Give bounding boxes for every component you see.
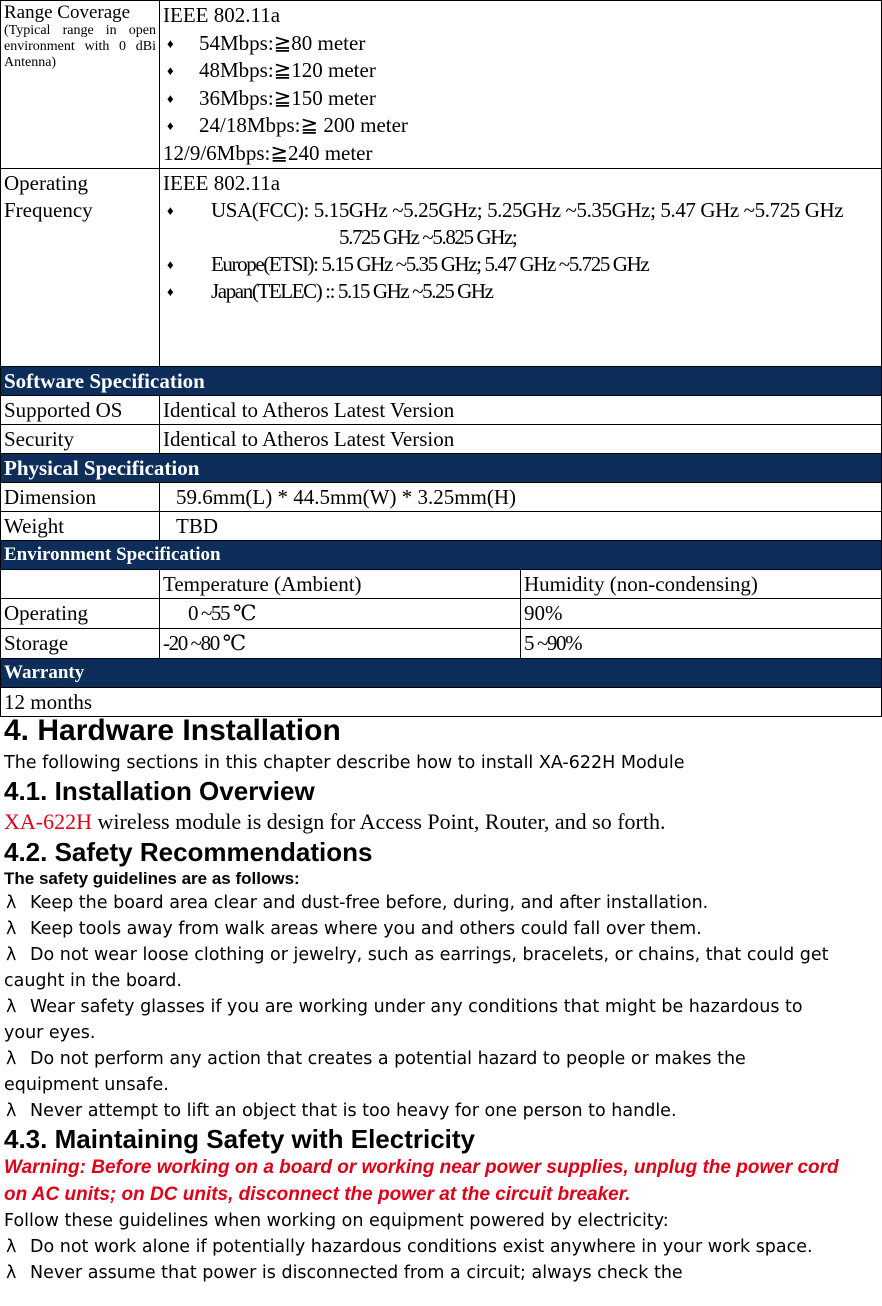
environment-row [1, 629, 882, 659]
lambda-bullet-icon: λ [6, 893, 17, 913]
installation-overview-heading: 4.1. Installation Overview [4, 776, 315, 806]
frequency-europe: ♦ Europe(ETSI): 5.15 GHz ~5.35 GHz; 5.47 GHz ~5.725 GHz [167, 252, 649, 276]
list-item: λ Never attempt to lift an object that is too heavy for one person to handle. [4, 1098, 878, 1124]
operating-humidity: 90% [521, 599, 882, 629]
list-item: λ Do not wear loose clothing or jewelry, such as earrings, bracelets, or chains, that could get caught in the board. [4, 942, 878, 994]
range-label-cell [1, 1, 160, 169]
frequency-label-cell [1, 169, 160, 367]
humidity-column-header: Humidity (non-condensing) [521, 570, 882, 599]
temperature-column-header: Temperature (Ambient) [160, 570, 521, 599]
frequency-label-1: Operating [4, 171, 88, 195]
document-body [4, 712, 878, 1286]
warranty-header-row [1, 659, 882, 688]
diamond-bullet-icon: ♦ [167, 118, 174, 133]
storage-humidity: 5 ~90% [521, 629, 882, 659]
environment-row [1, 599, 882, 629]
operating-label: Operating [1, 599, 160, 629]
overview-text [4, 807, 878, 837]
software-row [1, 425, 882, 454]
warranty-header: Warranty [1, 659, 882, 688]
range-item: ♦ 54Mbps:≧80 meter [163, 30, 878, 58]
hardware-installation-heading: 4. Hardware Installation [4, 714, 341, 747]
safety-recommendations-heading: 4.2. Safety Recommendations [4, 837, 373, 867]
security-value: Identical to Atheros Latest Version [160, 425, 882, 454]
electricity-safety-heading: 4.3. Maintaining Safety with Electricity [4, 1124, 476, 1154]
warranty-value: 12 months [1, 688, 882, 717]
list-item: λ Do not perform any action that creates a potential hazard to people or makes the equipment unsafe. [4, 1046, 834, 1098]
model-name: XA-622H [4, 809, 92, 834]
diamond-bullet-icon: ♦ [167, 284, 173, 299]
software-row [1, 396, 882, 425]
safety-intro: The safety guidelines are as follows: [4, 869, 300, 888]
environment-empty-cell [1, 570, 160, 599]
weight-value: TBD [160, 512, 882, 541]
software-header: Software Specification [1, 367, 882, 396]
diamond-bullet-icon: ♦ [167, 90, 174, 106]
frequency-row [1, 169, 882, 367]
environment-header: Environment Specification [1, 541, 882, 570]
list-item: λ Wear safety glasses if you are working under any conditions that might be hazardous to your eyes. [4, 994, 804, 1046]
security-label: Security [1, 425, 160, 454]
diamond-bullet-icon: ♦ [167, 257, 173, 272]
frequency-standard: IEEE 802.11a [163, 171, 281, 195]
physical-row [1, 483, 882, 512]
frequency-japan: ♦ Japan(TELEC) :: 5.15 GHz ~5.25 GHz [167, 279, 493, 303]
frequency-usa: ♦ USA(FCC): 5.15GHz ~5.25GHz; 5.25GHz ~5.35GHz; 5.47 GHz ~5.725 GHz [167, 198, 844, 222]
software-header-row [1, 367, 882, 396]
supported-os-label: Supported OS [1, 396, 160, 425]
physical-row [1, 512, 882, 541]
install-intro: The following sections in this chapter describe how to install XA-622H Module [4, 753, 685, 773]
dimension-value: 59.6mm(L) * 44.5mm(W) * 3.25mm(H) [160, 483, 882, 512]
range-note: (Typical range in open environment with 0 dBi Antenna) [4, 23, 156, 70]
range-last: 12/9/6Mbps:≧240 meter [163, 140, 373, 165]
lambda-bullet-icon: λ [6, 1263, 17, 1283]
lambda-bullet-icon: λ [6, 945, 17, 965]
environment-header-row [1, 541, 882, 570]
diamond-bullet-icon: ♦ [167, 35, 174, 51]
range-item: ♦ 24/18Mbps:≧ 200 meter [163, 112, 878, 140]
frequency-value-cell [160, 169, 882, 367]
supported-os-value: Identical to Atheros Latest Version [160, 396, 882, 425]
list-item: λ Keep the board area clear and dust-free before, during, and after installation. [4, 890, 878, 916]
lambda-bullet-icon: λ [6, 1049, 17, 1069]
frequency-label-2: Frequency [4, 198, 93, 222]
diamond-bullet-icon: ♦ [167, 203, 174, 218]
environment-columns-row [1, 570, 882, 599]
range-value-cell [160, 1, 882, 169]
electricity-intro: Follow these guidelines when working on equipment powered by electricity: [4, 1211, 669, 1231]
physical-header-row [1, 454, 882, 483]
range-item: ♦ 36Mbps:≧150 meter [163, 85, 878, 113]
dimension-label: Dimension [1, 483, 160, 512]
range-row [1, 1, 882, 169]
weight-label: Weight [1, 512, 160, 541]
range-standard: IEEE 802.11a [163, 3, 281, 27]
lambda-bullet-icon: λ [6, 997, 17, 1017]
range-label: Range Coverage [4, 2, 131, 23]
list-item: λ Keep tools away from walk areas where you and others could fall over them. [4, 916, 878, 942]
overview-rest: wireless module is design for Access Point, Router, and so forth. [92, 809, 666, 834]
lambda-bullet-icon: λ [6, 1101, 17, 1121]
range-item: ♦ 48Mbps:≧120 meter [163, 57, 878, 85]
physical-header: Physical Specification [1, 454, 882, 483]
storage-label: Storage [1, 629, 160, 659]
warning-text: Warning: Before working on a board or working near power supplies, unplug the power cord on AC units; on DC units, disconnect the power at the circuit breaker. [4, 1157, 839, 1205]
list-item: λ Do not work alone if potentially hazardous conditions exist anywhere in your work space. [4, 1234, 834, 1260]
diamond-bullet-icon: ♦ [167, 63, 174, 78]
operating-temp: 0 ~55 ℃ [160, 599, 521, 629]
storage-temp: -20 ~80 ℃ [160, 629, 521, 659]
lambda-bullet-icon: λ [6, 919, 17, 939]
frequency-usa-continued: 5.725 GHz ~5.825 GHz; [339, 225, 517, 249]
lambda-bullet-icon: λ [6, 1237, 17, 1257]
list-item: λ Never assume that power is disconnected from a circuit; always check the [4, 1260, 878, 1286]
